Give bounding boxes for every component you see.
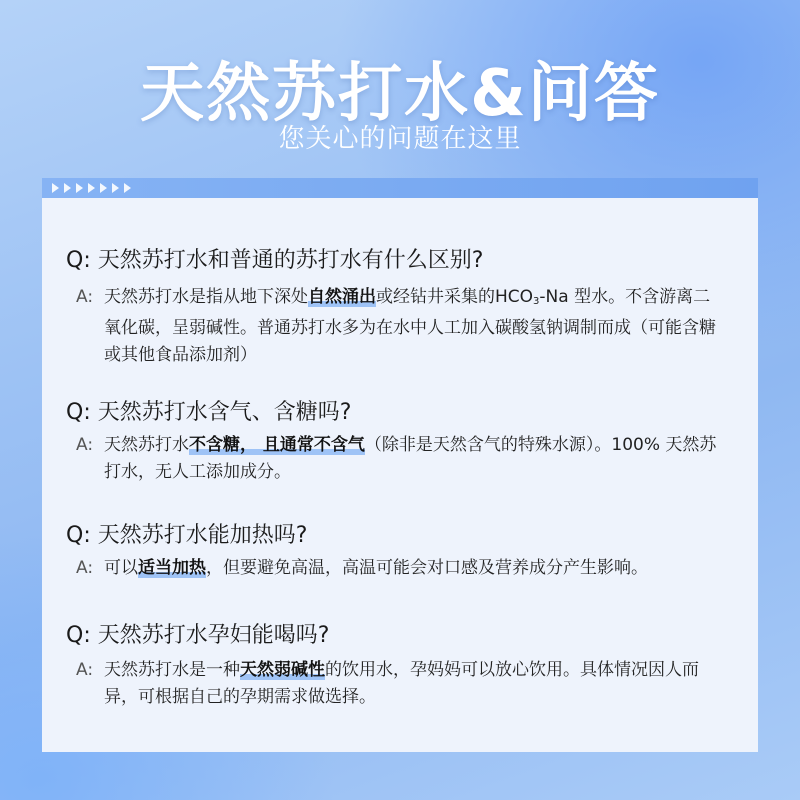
question-text: 天然苏打水能加热吗? (97, 523, 308, 548)
question-prefix: Q: (66, 523, 91, 548)
answer (76, 657, 726, 711)
answer (76, 432, 726, 486)
arrow-right-icon (124, 183, 131, 193)
answer-text-part: 天然苏打水 (104, 435, 189, 455)
question-text: 天然苏打水孕妇能喝吗? (97, 623, 330, 648)
answer-text-part: ，但要避免高温，高温可能会对口感及营养成分产生影响。 (206, 558, 648, 578)
answer-text (104, 432, 726, 486)
arrow-right-icon (64, 183, 71, 193)
qa-panel (42, 178, 758, 752)
answer-text (104, 657, 726, 711)
answer-prefix: A: (76, 660, 94, 680)
question-text: 天然苏打水和普通的苏打水有什么区别? (97, 248, 484, 273)
answer-text-part: 可以 (104, 558, 138, 578)
answer-highlight: 适当加热 (138, 558, 206, 578)
answer-prefix: A: (76, 558, 94, 578)
page-subtitle: 您关心的问题在这里 (278, 124, 522, 154)
question-prefix: Q: (66, 623, 91, 648)
arrow-right-icon (76, 183, 83, 193)
question (66, 518, 307, 549)
answer-prefix: A: (76, 287, 94, 307)
question-prefix: Q: (66, 400, 91, 425)
answer-text (104, 555, 726, 582)
answer-text-part: 天然苏打水是指从地下深处 (104, 287, 308, 307)
page-title: 天然苏打水&问答 (140, 57, 660, 131)
arrow-right-icon (112, 183, 119, 193)
arrow-right-icon (52, 183, 59, 193)
answer-highlight: 不含糖， 且通常不含气 (189, 435, 365, 455)
answer-text (104, 284, 726, 369)
answer-text-part: 天然苏打水是一种 (104, 660, 240, 680)
panel-header-bar (42, 178, 758, 198)
answer-text-part: -Na 型水。不含游离二氧化碳，呈弱碱性。普通苏打水多为在水中人工加入碳酸氢钠调制而成（可能含糖或其他食品添加剂） (104, 287, 716, 365)
question (66, 618, 329, 649)
answer-prefix: A: (76, 435, 94, 455)
answer-text-part: 的饮用水，孕妈妈可以放心饮用。具体情况因人而异，可根据自己的孕期需求做选择。 (104, 660, 699, 707)
arrow-right-icon (88, 183, 95, 193)
answer-highlight: 天然弱碱性 (240, 660, 325, 680)
answer-text-part: （除非是天然含气的特殊水源）。100% 天然苏打水，无人工添加成分。 (104, 435, 717, 482)
question (66, 395, 351, 426)
answer-subscript: 3 (533, 296, 540, 307)
answer (76, 284, 726, 369)
arrow-right-icon (100, 183, 107, 193)
question (66, 243, 483, 274)
question-text: 天然苏打水含气、含糖吗? (97, 400, 352, 425)
question-prefix: Q: (66, 248, 91, 273)
answer-text-part: 或经钻井采集的HCO (376, 287, 534, 307)
answer (76, 555, 726, 582)
arrow-decoration (52, 178, 134, 198)
answer-highlight: 自然涌出 (308, 287, 376, 307)
